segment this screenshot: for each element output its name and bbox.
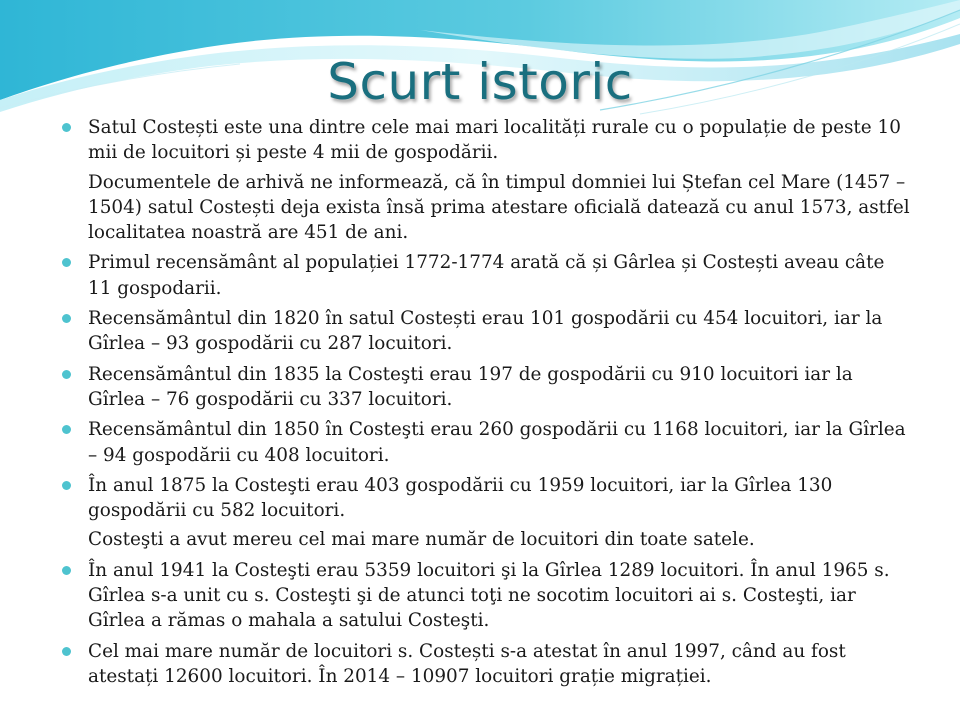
list-item-text: În anul 1941 la Costeşti erau 5359 locuitori şi la Gîrlea 1289 locuitori. În anul 1965 s. Gîrlea s-a unit cu s. Costeşti şi de atunci toţi ne socotim locuitori ai s. Costeşti, iar Gîrlea a rămas o mahala a satului Costeşti. xyxy=(88,559,890,632)
list-item-text: În anul 1875 la Costeşti erau 403 gospodării cu 1959 locuitori, iar la Gîrlea 130 gospodării cu 582 locuitori. xyxy=(88,474,833,522)
list-item-continuation xyxy=(62,170,912,246)
bullet-dot-icon xyxy=(62,647,71,656)
list-item-text: Cel mai mare număr de locuitori s. Costești s-a atestat în anul 1997, când au fost atestați 12600 locuitori. În 2014 – 10907 locuitori grație migrației. xyxy=(88,640,846,687)
list-item xyxy=(62,473,912,524)
bullet-dot-icon xyxy=(62,314,71,323)
bullet-dot-icon xyxy=(62,425,71,434)
bullet-dot-icon xyxy=(62,370,71,379)
bullet-dot-icon xyxy=(62,566,71,575)
list-item-text: Satul Costești este una dintre cele mai mari localități rurale cu o populație de peste 10 mii de locuitori și peste 4 mii de gospodării. xyxy=(88,117,901,164)
list-item xyxy=(62,306,912,357)
list-item-text: Documentele de arhivă ne informează, că în timpul domniei lui Ștefan cel Mare (1457 – 1504) satul Costești deja exista însă prima atestare oficială datează cu anul 1573, astfel localitatea noastră are 451 de ani. xyxy=(88,171,910,244)
bullet-list xyxy=(62,115,912,694)
bullet-dot-icon xyxy=(62,123,71,132)
bullet-dot-icon xyxy=(62,258,71,267)
list-item-text: Costeşti a avut mereu cel mai mare număr de locuitori din toate satele. xyxy=(88,529,755,551)
list-item xyxy=(62,558,912,634)
list-item xyxy=(62,362,912,413)
list-item-text: Recensământul din 1820 în satul Costești erau 101 gospodării cu 454 locuitori, iar la Gîrlea – 93 gospodării cu 287 locuitori. xyxy=(88,308,883,355)
list-item xyxy=(62,639,912,690)
list-item xyxy=(62,250,912,301)
slide-title: Scurt istoric xyxy=(327,53,633,111)
list-item xyxy=(62,115,912,166)
list-item-text: Primul recensământ al populației 1772-1774 arată că și Gârlea și Costești aveau câte 11 gospodarii. xyxy=(88,252,885,299)
list-item-text: Recensământul din 1850 în Costeşti erau 260 gospodării cu 1168 locuitori, iar la Gîrlea – 94 gospodării cu 408 locuitori. xyxy=(88,419,906,466)
list-item-continuation xyxy=(62,527,912,552)
bullet-dot-icon xyxy=(62,481,71,490)
list-item xyxy=(62,417,912,468)
list-item-text: Recensământul din 1835 la Costeşti erau 197 de gospodării cu 910 locuitori iar la Gîrlea – 76 gospodării cu 337 locuitori. xyxy=(88,363,853,410)
